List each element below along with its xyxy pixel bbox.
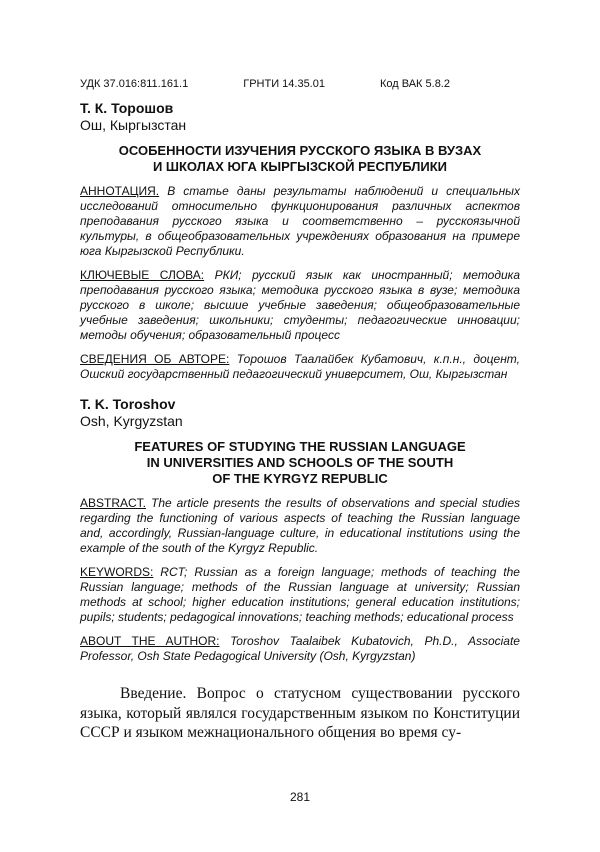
title-en-line-3: OF THE KYRGYZ REPUBLIC [212,471,388,486]
body-paragraph: Введение. Вопрос о статусном существовании русского языка, который являлся государственным языком по Конституции СССР и языком межнационального общения во время су- [80,685,520,741]
keywords-en-label: KEYWORDS: [80,565,154,579]
abstract-ru-text: В статье даны результаты наблюдений и специальных исследований относительно функционирования различных аспектов преподавания русского языка и соответственно – русскоязычной культуры, в общеобразовательных учреждениях образования на примере юга Кыргызской Республики. [80,184,521,258]
author-city-ru: Ош, Кыргызстан [80,117,187,133]
abstract-en-label: ABSTRACT. [80,496,147,510]
abstract-ru-label: АННОТАЦИЯ. [80,184,160,198]
article-title-en [80,439,520,487]
keywords-en [80,565,520,625]
title-ru-line-2: И ШКОЛАХ ЮГА КЫРГЫЗСКОЙ РЕСПУБЛИКИ [152,159,448,174]
keywords-en-text: RCT; Russian as a foreign language; methods of teaching the Russian language; methods of the Russian language at university; Russian methods at school; higher education institutions; general education institutions; pupils; students; pedagogical innovations; teaching methods; educational process [80,565,520,624]
title-en-line-1: FEATURES OF STUDYING THE RUSSIAN LANGUAGE [134,439,466,454]
author-name-en: T. K. Toroshov [80,396,176,412]
title-ru-line-1: ОСОБЕННОСТИ ИЗУЧЕНИЯ РУССКОГО ЯЗЫКА В ВУЗАХ [118,143,482,158]
author-name-ru: Т. К. Торошов [80,100,174,116]
about-author-ru [80,352,520,382]
abstract-ru [80,184,520,259]
about-author-ru-label: СВЕДЕНИЯ ОБ АВТОРЕ: [80,352,230,366]
page-number: 281 [289,790,311,804]
keywords-ru-text: РКИ; русский язык как иностранный; методика преподавания русского языка; методика русского языка в вузе; методика русского в школе; высшие учебные заведения; общеобразовательные учебные заведения; школьники; студенты; педагогические инновации; методы обучения; образовательный процесс [80,268,520,342]
article-title-ru [80,143,520,175]
keywords-ru-label: КЛЮЧЕВЫЕ СЛОВА: [80,268,205,282]
article-page [80,78,520,743]
author-city-en: Osh, Kyrgyzstan [80,413,183,429]
udk-code: УДК 37.016:811.161.1 [80,78,189,90]
grnti-code: ГРНТИ 14.35.01 [243,78,325,90]
abstract-en [80,496,520,556]
abstract-en-text: The article presents the results of observations and special studies regarding the functioning of various aspects of teaching the Russian language and, accordingly, Russian-language culture, in educational institutions using the example of the south of the Kyrgyz Republic. [80,496,520,555]
about-author-en-text: Toroshov Taalaibek Kubatovich, Ph.D., Associate Professor, Osh State Pedagogical University (Osh, Kyrgyzstan) [80,634,520,663]
title-en-line-2: IN UNIVERSITIES AND SCHOOLS OF THE SOUTH [146,455,454,470]
about-author-ru-text: Торошов Таалайбек Кубатович, к.п.н., доцент, Ошский государственный педагогический университет, Ош, Кыргызстан [80,352,520,381]
classification-codes [80,78,520,90]
keywords-ru [80,268,520,343]
vak-code: Код ВАК 5.8.2 [379,78,450,90]
about-author-en [80,634,520,664]
about-author-en-label: ABOUT THE AUTHOR: [80,634,220,648]
